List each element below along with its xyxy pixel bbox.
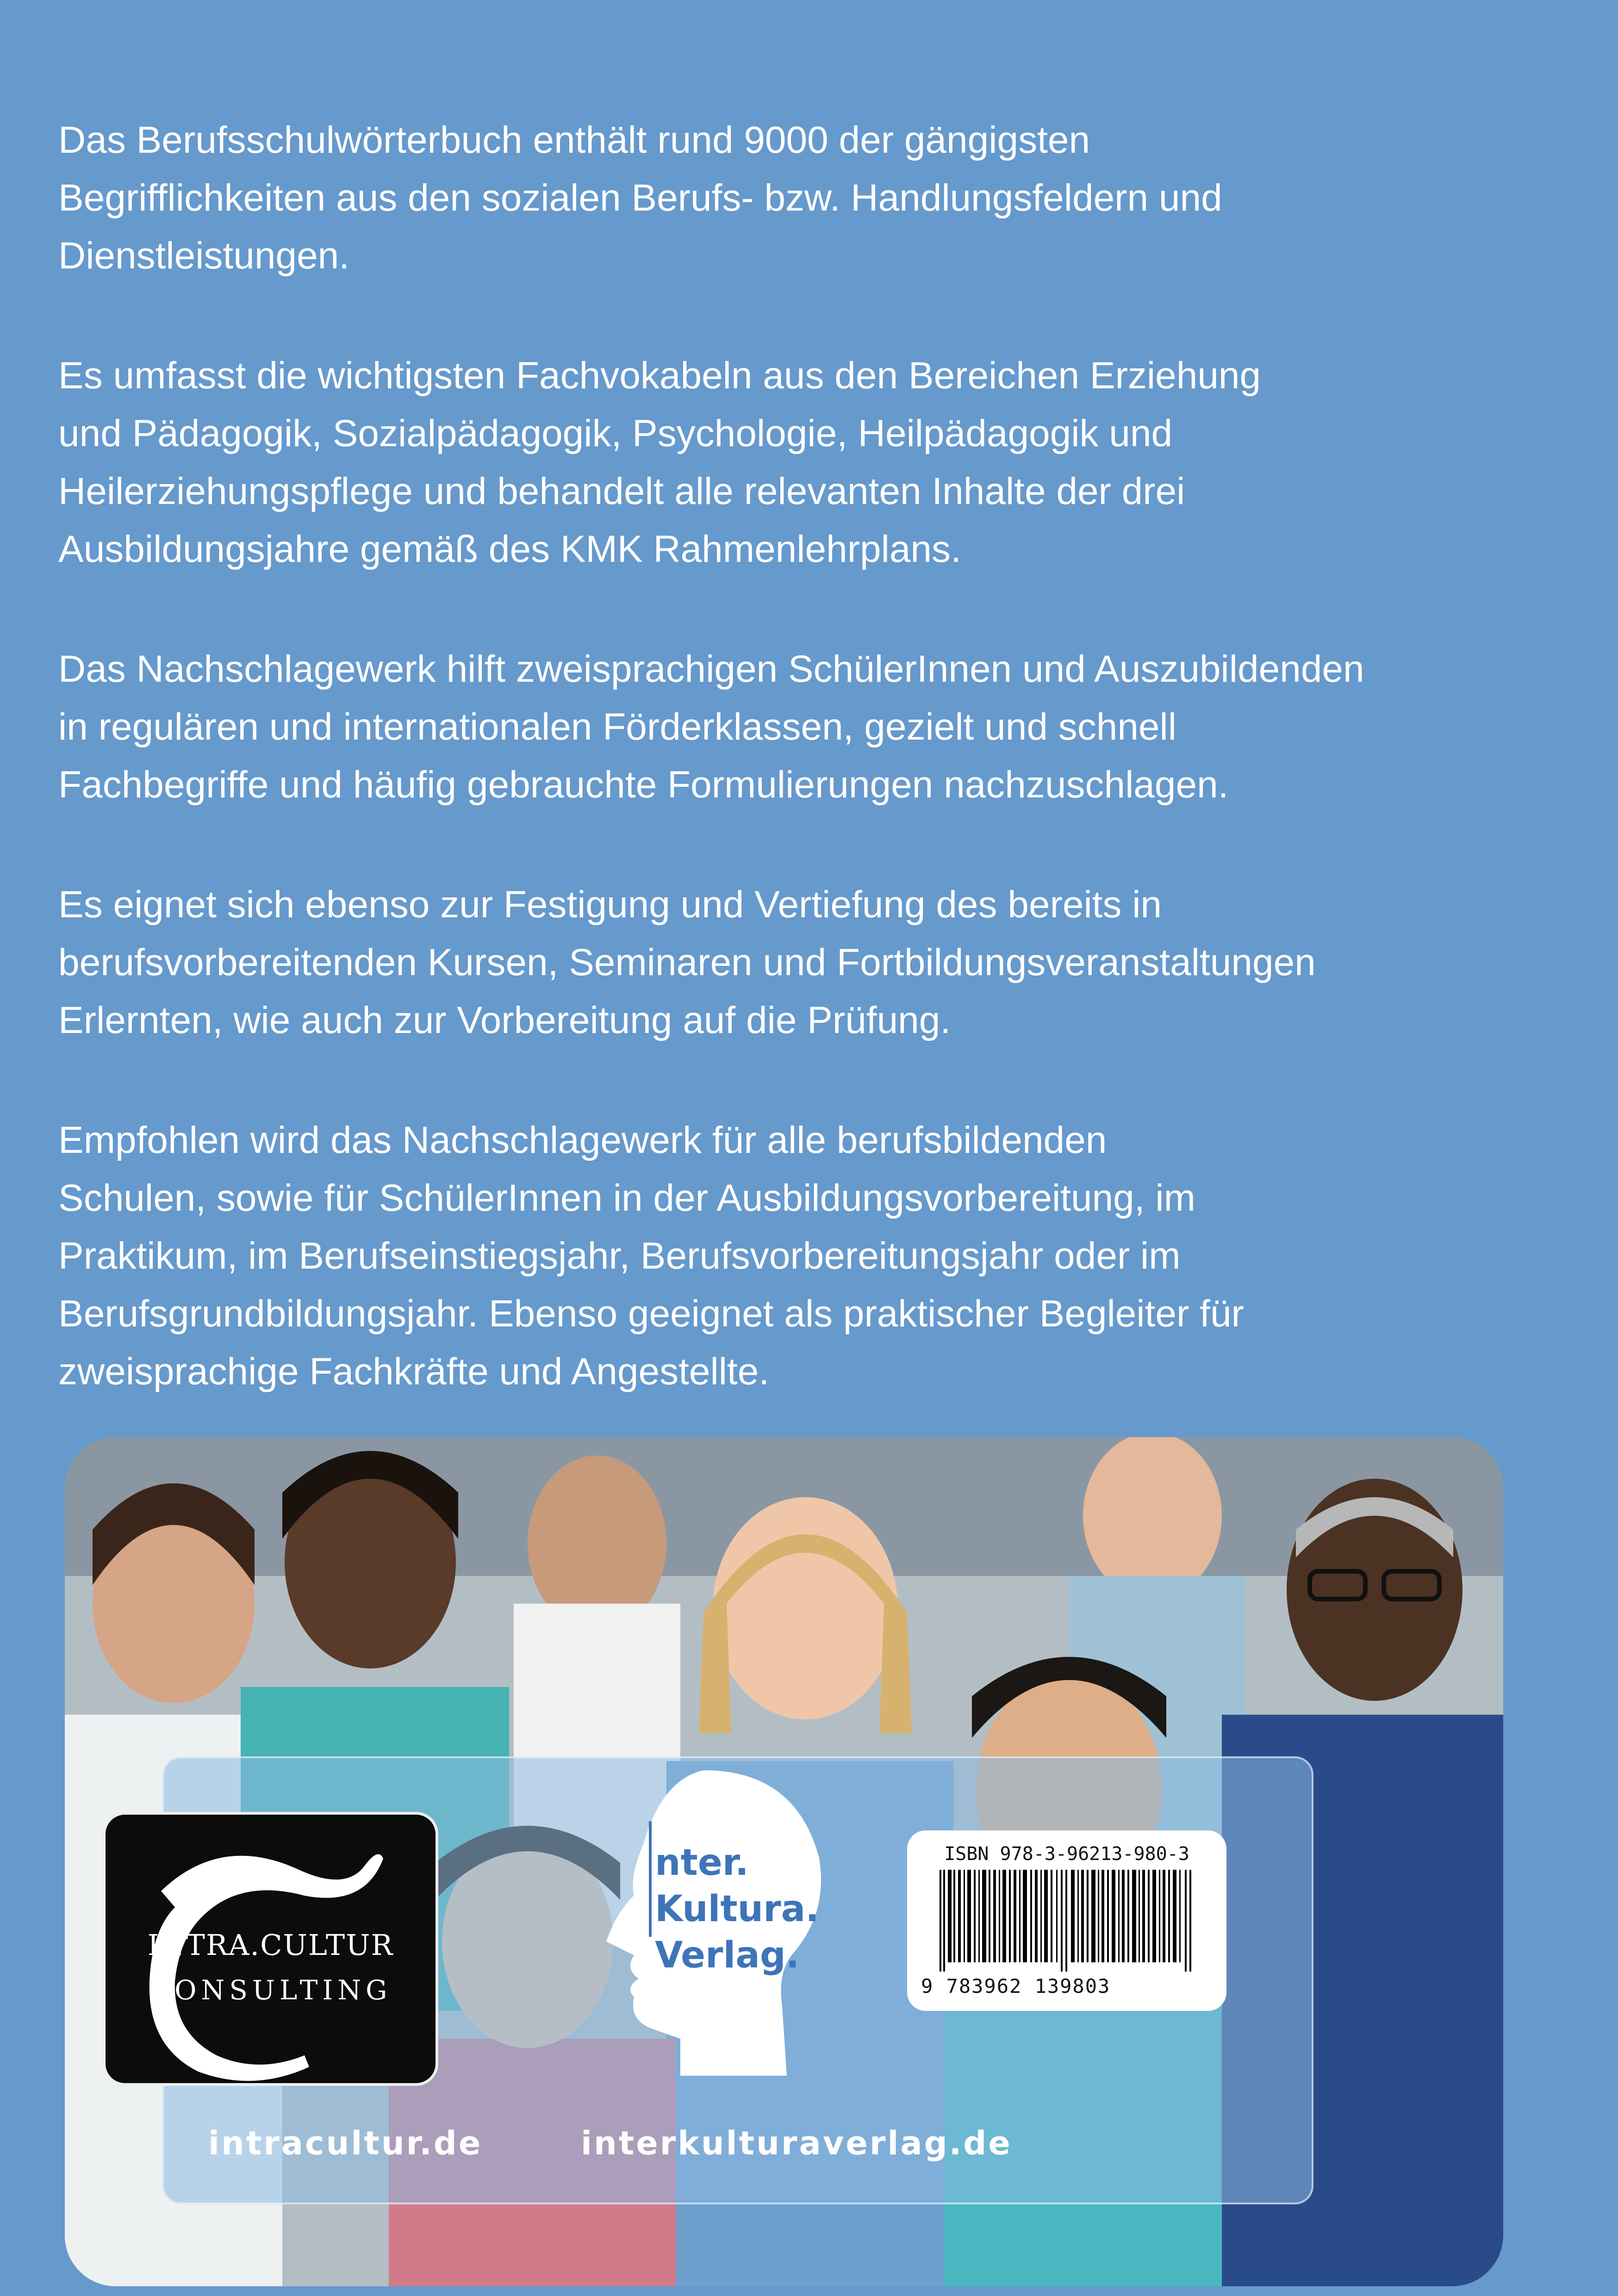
description-paragraph-3: Das Nachschlagewerk hilft zweisprachigen SchülerInnen und Auszubildenden in regulären und internationalen Förderklassen, gezielt und schnell Fachbegriffe und häufig gebrauchte Formulierungen nachzuschlagen. [58,648,1364,806]
description-paragraph-5: Empfohlen wird das Nachschlagewerk für alle berufsbildenden Schulen, sowie für SchülerInnen in der Ausbildungsvorbereitung, im Praktikum, im Berufseinstiegsjahr, Berufsvorbereitungsjahr oder im Berufsgrundbildungsjahr. Ebenso geeignet als praktischer Begleiter für zweisprachige Fachkräfte und Angestellte. [58,1119,1244,1393]
publisher-logo-line2: Kultura. [655,1888,819,1930]
intra-logo-line2: CONSULTING [149,1974,392,2006]
description-paragraph-1: Das Berufsschulwörterbuch enthält rund 9000 der gängigsten Begrifflichkeiten aus den sozialen Berufs- bzw. Handlungsfeldern und Dienstleistungen. [58,119,1222,277]
publisher-url[interactable]: interkulturaverlag.de [581,2124,1012,2162]
intra-cultur-url[interactable]: intracultur.de [208,2124,483,2162]
publisher-logo-line1: nter. [655,1842,749,1884]
publisher-logo-line3: Verlag. [655,1935,800,1976]
intra-cultur-logo [103,1812,438,2086]
barcode-bars [940,1870,1199,1972]
description-paragraph-2: Es umfasst die wichtigsten Fachvokabeln aus den Bereichen Erziehung und Pädagogik, Sozialpädagogik, Psychologie, Heilpädagogik und Heilerziehungspflege und behandelt alle relevanten Inhalte der drei Ausbildungsjahre gemäß des KMK Rahmenlehrplans. [58,355,1261,570]
barcode-digits: 9 783962 139803 [921,1975,1111,1997]
intra-logo-line1: INTRA.CULTUR [147,1928,394,1962]
description-text [58,111,1530,1462]
isbn-barcode [907,1830,1226,2011]
isbn-text: ISBN 978-3-96213-980-3 [944,1843,1189,1865]
description-paragraph-4: Es eignet sich ebenso zur Festigung und Vertiefung des bereits in berufsvorbereitenden Kursen, Seminaren und Fortbildungsveranstaltungen Erlernten, wie auch zur Vorbereitung auf die Prüfung. [58,884,1316,1041]
